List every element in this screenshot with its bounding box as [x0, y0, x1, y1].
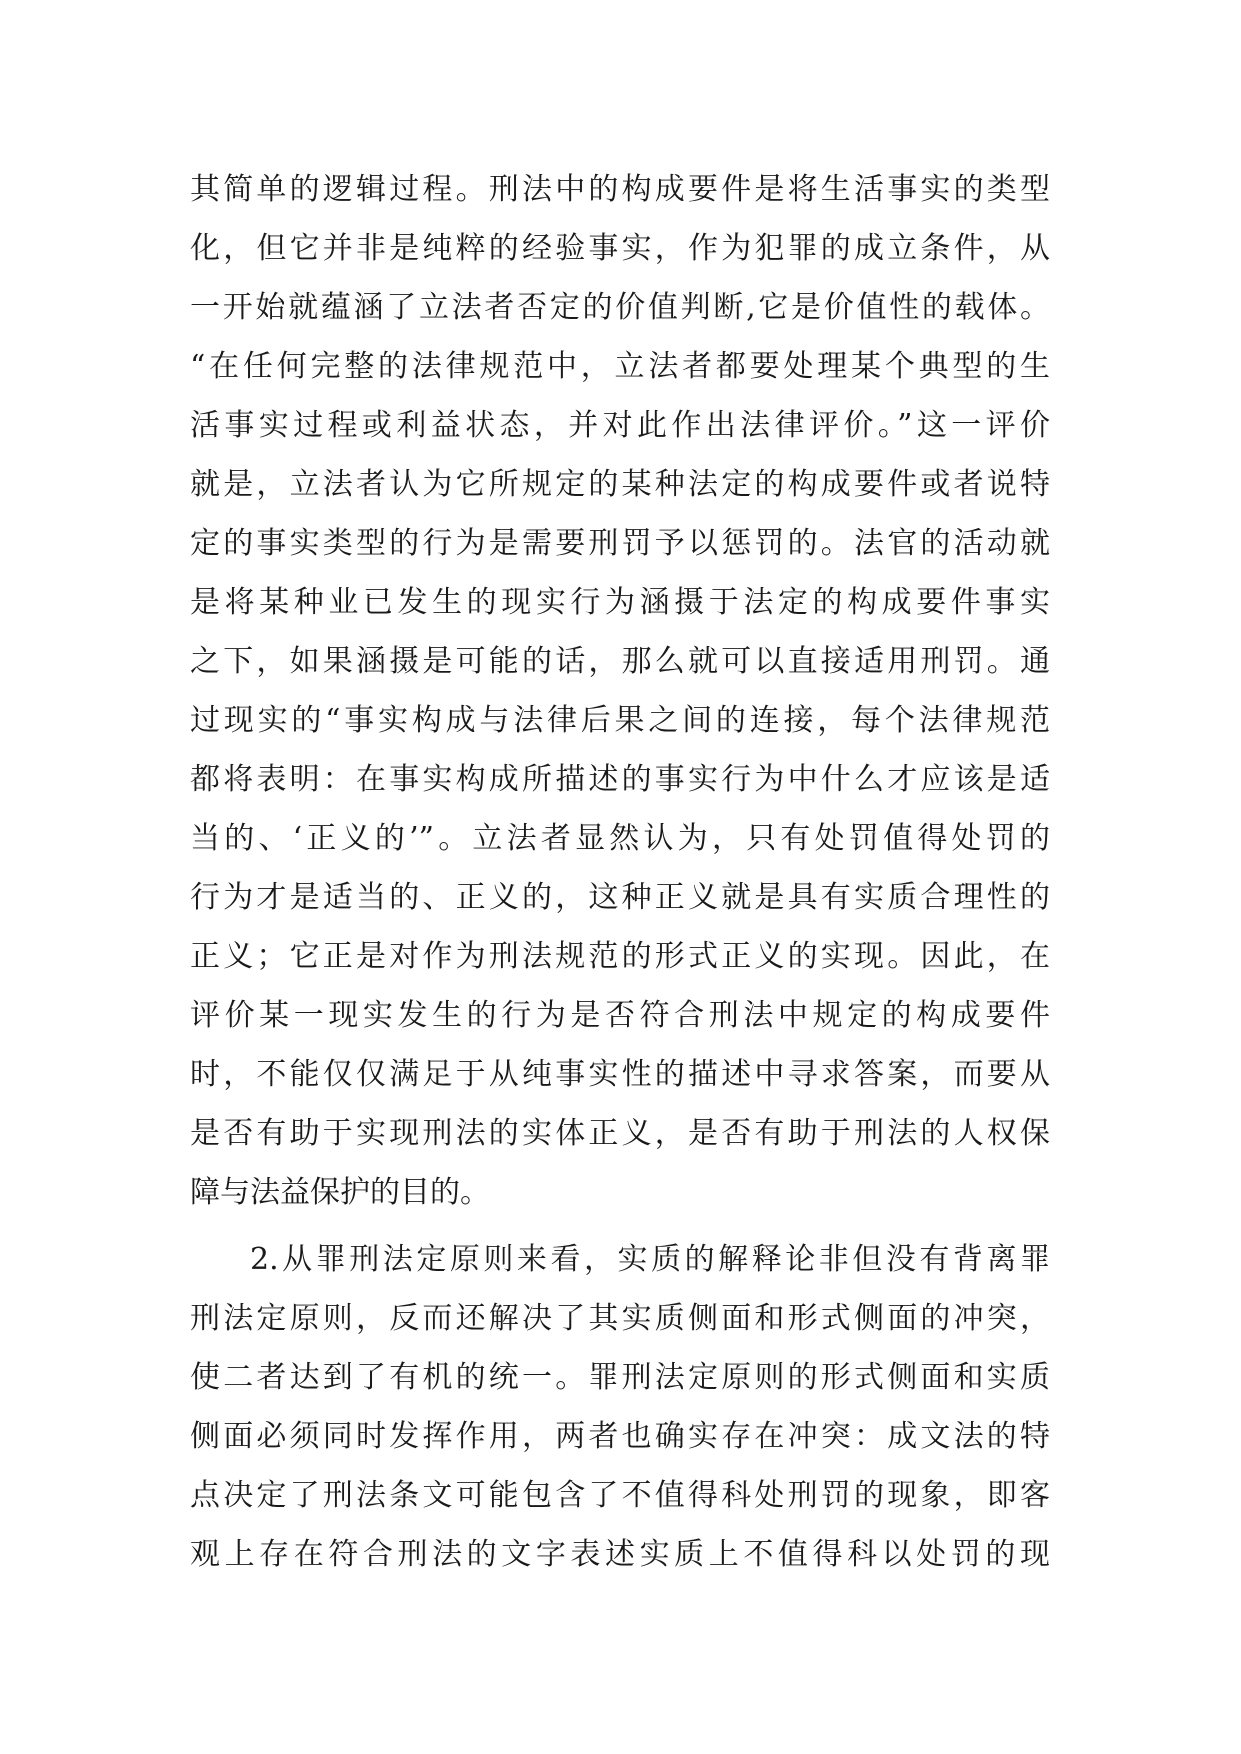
text-line: 使二者达到了有机的统一。罪刑法定原则的形式侧面和实质	[190, 1360, 1050, 1395]
text-line: 就是，立法者认为它所规定的某种法定的构成要件或者说特	[190, 467, 1050, 502]
text-line: 定的事实类型的行为是需要刑罚予以惩罚的。法官的活动就	[190, 526, 1050, 561]
text-line: 当的、‘正义的’”。立法者显然认为，只有处罚值得处罚的	[190, 821, 1050, 856]
text-line: 之下，如果涵摄是可能的话，那么就可以直接适用刑罚。通	[190, 644, 1050, 679]
text-line: 是否有助于实现刑法的实体正义，是否有助于刑法的人权保	[190, 1116, 1050, 1151]
text-line: 是将某种业已发生的现实行为涵摄于法定的构成要件事实	[190, 585, 1050, 620]
text-line: 刑法定原则，反而还解决了其实质侧面和形式侧面的冲突，	[190, 1301, 1050, 1336]
text-line: 点决定了刑法条文可能包含了不值得科处刑罚的现象，即客	[190, 1478, 1050, 1513]
paragraph-2	[190, 1230, 1050, 1584]
text-line: 障与法益保护的目的。	[190, 1175, 490, 1210]
text-line: 2.从罪刑法定原则来看，实质的解释论非但没有背离罪	[250, 1242, 1050, 1277]
text-line: 其简单的逻辑过程。刑法中的构成要件是将生活事实的类型	[190, 172, 1050, 207]
paragraph-gap	[190, 1222, 1050, 1230]
text-line: 侧面必须同时发挥作用，两者也确实存在冲突：成文法的特	[190, 1419, 1050, 1454]
text-line: 都将表明：在事实构成所描述的事实行为中什么才应该是适	[190, 762, 1050, 797]
text-line: 活事实过程或利益状态，并对此作出法律评价。”这一评价	[190, 408, 1050, 443]
text-line: “在任何完整的法律规范中，立法者都要处理某个典型的生	[190, 349, 1050, 384]
text-line: 观上存在符合刑法的文字表述实质上不值得科以处罚的现	[190, 1537, 1050, 1572]
paragraph-1	[190, 160, 1050, 1222]
text-line: 正义；它正是对作为刑法规范的形式正义的实现。因此，在	[190, 939, 1050, 974]
document-body	[190, 160, 1050, 1584]
text-line: 评价某一现实发生的行为是否符合刑法中规定的构成要件	[190, 998, 1050, 1033]
text-line: 过现实的“事实构成与法律后果之间的连接，每个法律规范	[190, 703, 1050, 738]
text-line: 化，但它并非是纯粹的经验事实，作为犯罪的成立条件，从	[190, 231, 1050, 266]
text-line: 一开始就蕴涵了立法者否定的价值判断,它是价值性的载体。	[190, 290, 1050, 325]
text-line: 行为才是适当的、正义的，这种正义就是具有实质合理性的	[190, 880, 1050, 915]
text-line: 时，不能仅仅满足于从纯事实性的描述中寻求答案，而要从	[190, 1057, 1050, 1092]
